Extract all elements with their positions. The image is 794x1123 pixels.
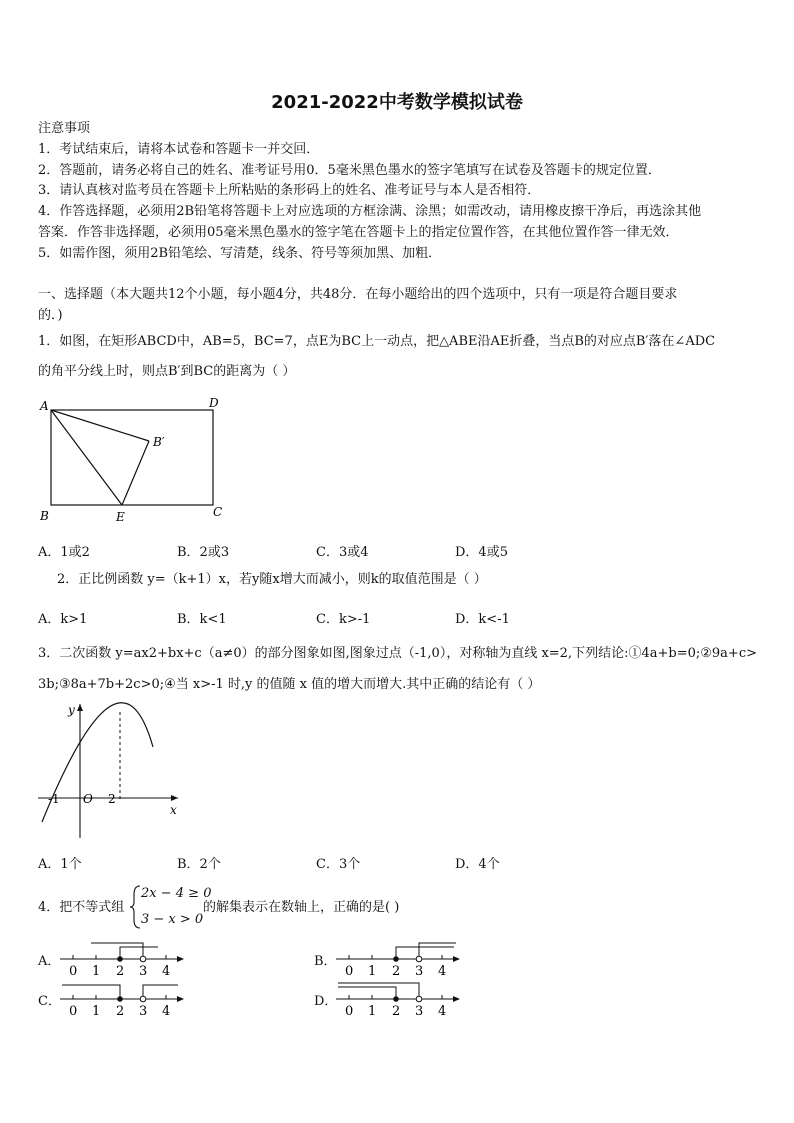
label-c: C	[213, 505, 223, 519]
x-axis-label: x	[170, 803, 177, 817]
q1-option-a[interactable]: A．1或2	[38, 545, 90, 560]
label-e: E	[116, 510, 125, 524]
q3-option-c[interactable]: C．3个	[316, 857, 361, 872]
q3-text-line1: 3．二次函数 y=ax2+bx+c（a≠0）的部分图象如图,图象过点（-1,0），对称轴为直线 x=2,下列结论:①4a+b=0;②9a+c>	[38, 646, 757, 661]
q4-option-a-label[interactable]: A．	[38, 954, 61, 969]
q3-text-line2: 3b;③8a+7b+2c>0;④当 x>-1 时,y 的值随 x 值的增大而增大.其中正确的结论有（ ）	[38, 677, 541, 692]
q1-option-c[interactable]: C．3或4	[316, 545, 369, 560]
svg-text:1: 1	[92, 964, 101, 979]
q3-option-a[interactable]: A．1个	[38, 857, 82, 872]
q1-option-b[interactable]: B．2或3	[177, 545, 230, 560]
exam-title: 2021-2022中考数学模拟试卷	[271, 92, 523, 113]
section-heading-line1: 一、选择题（本大题共12个小题，每小题4分，共48分．在每小题给出的四个选项中，只有一项是符合题目要求	[38, 287, 678, 302]
label-b-prime: B′	[153, 435, 165, 449]
q4-option-b-numberline[interactable]	[334, 937, 464, 979]
svg-text:0: 0	[345, 964, 354, 979]
q3-options	[38, 853, 598, 872]
label-d: D	[209, 396, 219, 410]
notice-item-1: 1．考试结束后，请将本试卷和答题卡一并交回．	[38, 142, 320, 157]
q4-inequality-1: 2x − 4 ≥ 0	[141, 886, 212, 901]
svg-text:3: 3	[415, 964, 424, 979]
svg-text:2: 2	[392, 1004, 401, 1019]
q2-option-a[interactable]: A．k>1	[38, 612, 88, 627]
notice-item-4: 4．作答选择题，必须用2B铅笔将答题卡上对应选项的方框涂满、涂黑；如需改动，请用橡皮擦干净后，再选涂其他	[38, 204, 702, 219]
svg-text:1: 1	[368, 964, 377, 979]
svg-text:4: 4	[438, 964, 447, 979]
q1-option-d[interactable]: D．4或5	[455, 545, 508, 560]
q3-option-b[interactable]: B．2个	[177, 857, 221, 872]
y-axis-label: y	[68, 703, 75, 717]
q2-option-d[interactable]: D．k<-1	[455, 612, 510, 627]
svg-text:0: 0	[69, 1004, 78, 1019]
q1-options	[38, 541, 598, 560]
q3-parabola-figure	[36, 700, 186, 842]
origin-label: O	[83, 792, 93, 806]
notice-item-3: 3．请认真核对监考员在答题卡上所粘贴的条形码上的姓名、准考证号与本人是否相符．	[38, 183, 541, 198]
notice-item-2: 2．答题前，请务必将自己的姓名、准考证号用0．5毫米黑色墨水的签字笔填写在试卷及答题卡的规定位置．	[38, 163, 661, 178]
q4-option-c-label[interactable]: C．	[38, 994, 61, 1009]
svg-text:4: 4	[162, 1004, 171, 1019]
svg-text:1: 1	[92, 1004, 101, 1019]
rectangle-abcd	[51, 410, 213, 505]
q4-suffix: 的解集表示在数轴上，正确的是( )	[203, 900, 400, 915]
tick-neg1: -1	[48, 792, 60, 806]
segment-b-prime-e	[122, 441, 149, 505]
notice-item-5: 5．如需作图，须用2B铅笔绘、写清楚，线条、符号等须加黑、加粗．	[38, 246, 442, 261]
q3-option-d[interactable]: D．4个	[455, 857, 500, 872]
q4-option-d-numberline[interactable]	[334, 977, 464, 1019]
svg-text:4: 4	[438, 1004, 447, 1019]
svg-text:0: 0	[345, 1004, 354, 1019]
y-axis-arrow	[77, 704, 83, 711]
q1-text-line1: 1．如图，在矩形ABCD中，AB=5，BC=7，点E为BC上一动点，把△ABE沿AE折叠，当点B的对应点B′落在∠ADC	[38, 334, 716, 349]
svg-text:2: 2	[116, 1004, 125, 1019]
section-heading-line2: 的．)	[38, 308, 63, 323]
notice-heading: 注意事项	[38, 121, 91, 136]
label-a: A	[40, 399, 49, 413]
tick-2: 2	[108, 792, 116, 806]
svg-text:4: 4	[162, 964, 171, 979]
svg-text:3: 3	[415, 1004, 424, 1019]
segment-ab-prime	[51, 410, 149, 441]
q4-prefix: 4．把不等式组	[38, 900, 125, 915]
q4-option-b-label[interactable]: B．	[314, 954, 337, 969]
q2-text: 2．正比例函数 y=（k+1）x，若y随x增大而减小，则k的取值范围是（ ）	[57, 572, 487, 587]
svg-text:3: 3	[139, 964, 148, 979]
q2-options	[38, 608, 598, 627]
q4-inequality-2: 3 − x > 0	[141, 912, 204, 927]
label-b: B	[40, 509, 49, 523]
x-axis-arrow	[171, 795, 178, 801]
svg-text:1: 1	[368, 1004, 377, 1019]
q4-option-d-label[interactable]: D．	[314, 994, 338, 1009]
q4-option-c-numberline[interactable]	[58, 977, 188, 1019]
q2-option-c[interactable]: C．k>-1	[316, 612, 371, 627]
segment-ae	[51, 410, 122, 505]
svg-text:3: 3	[139, 1004, 148, 1019]
notice-item-4-cont: 答案．作答非选择题，必须用05毫米黑色墨水的签字笔在答题卡上的指定位置作答，在其他位置作答一律无效．	[38, 225, 679, 240]
q1-rectangle-figure	[36, 395, 236, 527]
svg-text:2: 2	[116, 964, 125, 979]
q2-option-b[interactable]: B．k<1	[177, 612, 227, 627]
q1-text-line2: 的角平分线上时，则点B′到BC的距离为（ ）	[38, 364, 296, 379]
svg-text:2: 2	[392, 964, 401, 979]
q4-option-a-numberline[interactable]	[58, 937, 188, 979]
svg-text:0: 0	[69, 964, 78, 979]
